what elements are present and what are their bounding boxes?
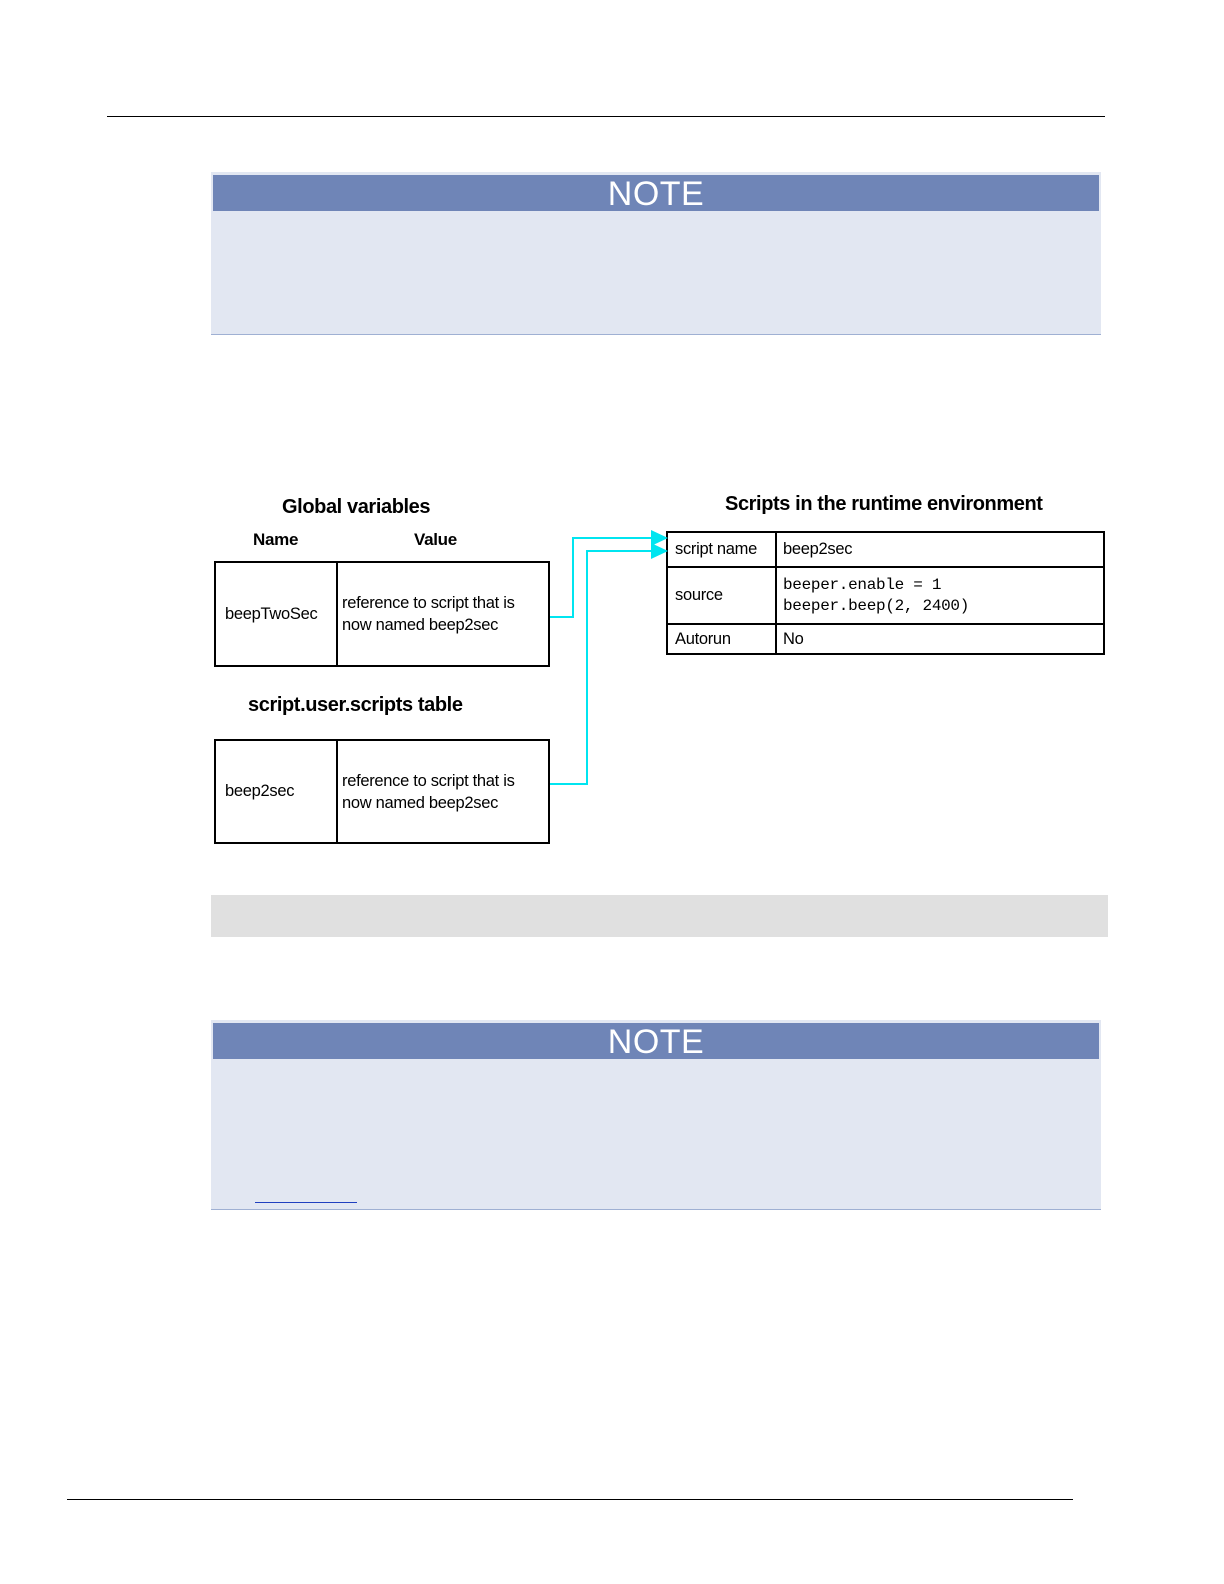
scripts-value-line-1: reference to script that is xyxy=(342,771,515,790)
script-name-key: script name xyxy=(668,533,777,566)
source-line-2: beeper.beep(2, 2400) xyxy=(783,596,970,615)
global-variable-name: beepTwoSec xyxy=(216,563,338,665)
arrow-global-to-script xyxy=(550,538,654,617)
runtime-environment-title: Scripts in the runtime environment xyxy=(725,493,1043,515)
global-variables-title: Global variables xyxy=(282,496,431,518)
note-box-2 xyxy=(211,1020,1101,1210)
autorun-key: Autorun xyxy=(668,625,777,653)
value-column-header: Value xyxy=(414,530,457,549)
arrow-head-1 xyxy=(651,530,668,546)
note-heading: NOTE xyxy=(213,175,1099,211)
scripts-table-title: script.user.scripts table xyxy=(248,694,463,716)
note-heading: NOTE xyxy=(213,1023,1099,1059)
scripts-table-name: beep2sec xyxy=(216,741,338,842)
global-value-line-1: reference to script that is xyxy=(342,594,515,612)
name-column-header: Name xyxy=(253,530,299,549)
source-line-1: beeper.enable = 1 xyxy=(783,575,942,594)
note-hyperlink[interactable] xyxy=(255,1202,357,1203)
source-key: source xyxy=(668,568,777,623)
arrow-table-to-script xyxy=(550,551,654,784)
arrow-head-2 xyxy=(651,543,668,559)
figure-caption-bar xyxy=(211,895,1108,937)
script-name-value: beep2sec xyxy=(783,540,853,558)
scripts-value-line-2: now named beep2sec xyxy=(342,793,499,812)
global-value-line-2: now named beep2sec xyxy=(342,616,499,634)
autorun-value: No xyxy=(783,629,804,648)
